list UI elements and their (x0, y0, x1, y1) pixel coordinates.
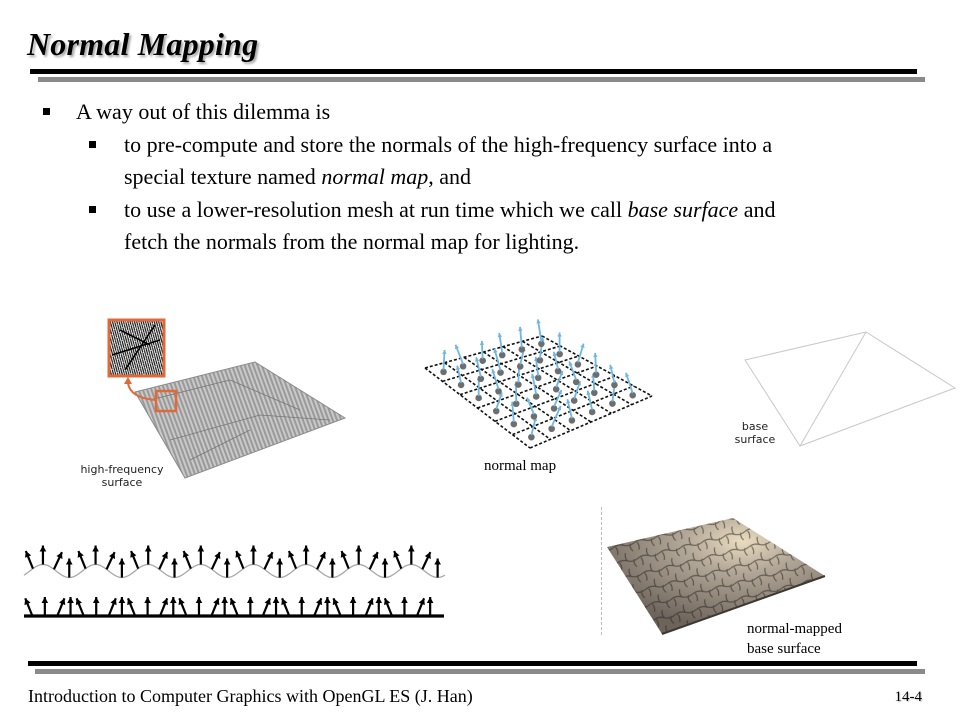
bullet-marker-l1 (43, 108, 50, 115)
label-line: base surface (747, 641, 821, 657)
footer-rule-gray (35, 669, 925, 674)
normals-comparison-figure (15, 535, 455, 630)
footer-course-title: Introduction to Computer Graphics with OpenGL ES (J. Han) (28, 686, 473, 706)
footer-rule-black (28, 661, 917, 666)
bullet-text: , and (428, 164, 472, 189)
high-frequency-surface-figure (0, 300, 380, 500)
label-line: high-frequency (80, 463, 164, 476)
base-surface-label (730, 420, 780, 446)
bullet-item-3-line-1 (124, 197, 775, 223)
bullet-item-1 (76, 99, 330, 125)
slide-title: Normal Mapping (27, 26, 259, 62)
title-rule-gray (38, 77, 925, 82)
bumpy-surface (135, 362, 345, 478)
bullet-text: to pre-compute and store the normals of the high-frequency surface into a (124, 132, 773, 157)
high-frequency-surface-label (62, 463, 182, 489)
bullet-item-2-line-1 (124, 132, 772, 158)
bullet-item-3-line-2 (124, 229, 579, 255)
normal-map-figure (410, 315, 670, 455)
bullet-marker-l2 (89, 206, 96, 213)
label-line: surface (734, 433, 776, 446)
normal-map-label: normal map (484, 458, 557, 474)
bullet-item-2-line-2 (124, 164, 471, 190)
bullet-text: and (738, 197, 776, 222)
bullet-marker-l2 (89, 141, 96, 148)
bullet-text: fetch the normals from the normal map for lighting. (124, 229, 580, 254)
bullet-text: A way out of this dilemma is (76, 99, 331, 124)
term-base-surface: base surface (627, 197, 739, 222)
bullet-text: to use a lower-resolution mesh at run time which we call (124, 197, 628, 222)
label-line: normal-mapped (747, 621, 842, 637)
page-number: 14-4 (894, 689, 922, 705)
label-line: base (741, 420, 769, 433)
normal-mapped-base-surface-label (747, 619, 842, 659)
bullet-text: special texture named (124, 164, 322, 189)
title-rule-black (30, 69, 917, 74)
label-line: surface (101, 476, 143, 489)
term-normal-map: normal map (321, 164, 429, 189)
